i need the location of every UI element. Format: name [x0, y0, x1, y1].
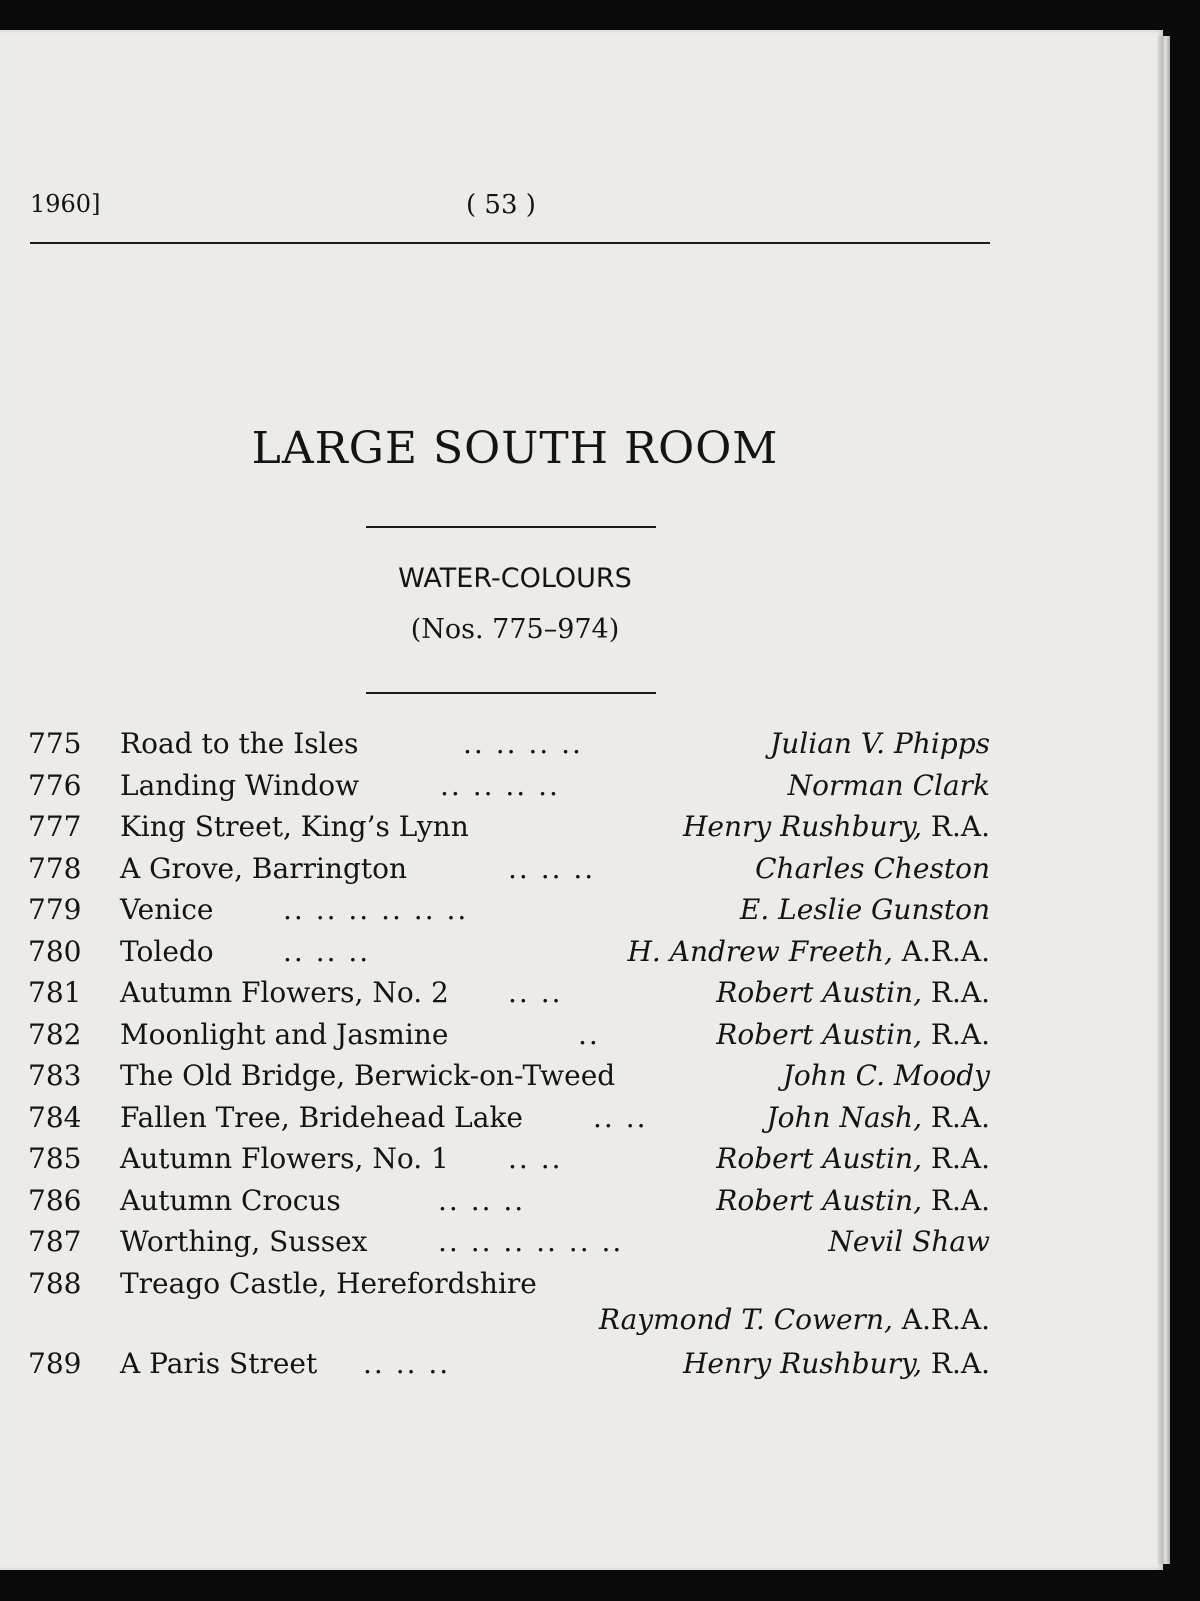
artist-honour: R.A. — [921, 1017, 990, 1051]
entry-title: Worthing, Sussex — [120, 1225, 368, 1258]
artist-name: Robert Austin, — [716, 1017, 922, 1051]
entry-artist — [770, 727, 990, 760]
entry-number: 785 — [28, 1142, 82, 1175]
entry-title: Fallen Tree, Bridehead Lake — [120, 1100, 523, 1134]
entry-number: 777 — [28, 810, 82, 843]
artist-name: H. Andrew Freeth, — [627, 934, 893, 968]
artist-name: Henry Rushbury, — [683, 1346, 922, 1380]
catalogue-entry — [28, 1225, 990, 1267]
catalogue-entry — [28, 1267, 990, 1347]
artist-name: Julian V. Phipps — [770, 727, 990, 760]
artist-honour: R.A. — [921, 1142, 990, 1175]
header-rule — [30, 242, 990, 244]
entry-artist — [716, 1018, 990, 1051]
entry-number: 776 — [28, 768, 82, 802]
catalogue-entry — [28, 1347, 990, 1389]
leader-dots: .. .. .. — [438, 1183, 526, 1217]
entry-number: 778 — [28, 851, 82, 885]
artist-name: Robert Austin, — [716, 1142, 922, 1175]
entry-artist — [628, 935, 990, 968]
artist-name: Henry Rushbury, — [683, 810, 922, 843]
entry-title: Moonlight and Jasmine — [120, 1017, 449, 1051]
entry-number: 782 — [28, 1017, 82, 1051]
artist-honour: A.R.A. — [892, 934, 990, 968]
entry-artist — [683, 1347, 990, 1380]
catalogue-entry — [28, 1018, 990, 1060]
entry-number: 786 — [28, 1183, 82, 1217]
entry-artist — [828, 1225, 990, 1258]
entry-artist — [740, 893, 990, 926]
leader-dots: .. — [578, 1017, 600, 1051]
leader-dots: .. .. .. .. — [463, 727, 583, 760]
leader-dots: .. .. .. .. .. .. — [438, 1225, 624, 1258]
leader-dots: .. .. — [508, 1142, 563, 1175]
artist-name: Robert Austin, — [716, 1183, 922, 1217]
entry-artist — [683, 810, 990, 843]
entry-title: Autumn Flowers, No. 1 — [120, 1142, 449, 1175]
catalogue-page — [0, 30, 1163, 1570]
entry-title: Autumn Flowers, No. 2 — [120, 976, 449, 1009]
entry-title: Autumn Crocus — [120, 1183, 341, 1217]
catalogue-entry — [28, 976, 990, 1018]
entry-number: 781 — [28, 976, 82, 1009]
artist-honour: R.A. — [921, 1100, 990, 1134]
artist-honour: R.A. — [921, 810, 990, 843]
entry-artist — [783, 1059, 990, 1092]
catalogue-entry — [28, 1059, 990, 1101]
section-title: WATER-COLOURS — [398, 563, 632, 594]
entry-number: 783 — [28, 1059, 82, 1092]
entry-number: 788 — [28, 1266, 82, 1300]
entry-title: Road to the Isles — [120, 727, 359, 760]
entry-title: King Street, King’s Lynn — [120, 810, 469, 843]
entry-artist — [755, 852, 990, 885]
entry-title: Landing Window — [120, 768, 360, 802]
artist-name: Nevil Shaw — [828, 1225, 990, 1258]
leader-dots: .. .. .. .. .. .. — [283, 893, 469, 926]
page-edge — [1158, 36, 1170, 1564]
entry-number: 775 — [28, 727, 82, 760]
artist-honour: R.A. — [921, 1346, 990, 1380]
catalogue-entry — [28, 893, 990, 935]
artist-name: E. Leslie Gunston — [739, 893, 990, 926]
artist-name: Charles Cheston — [755, 851, 990, 885]
entry-title: A Grove, Barrington — [120, 851, 408, 885]
entry-title: The Old Bridge, Berwick-on-Tweed — [120, 1059, 616, 1092]
catalogue-entry — [28, 1101, 990, 1143]
section-divider — [366, 692, 656, 694]
artist-name: Robert Austin, — [716, 976, 922, 1009]
artist-honour: R.A. — [921, 976, 990, 1009]
entry-title: Treago Castle, Herefordshire — [120, 1266, 537, 1300]
entry-artist — [716, 1184, 990, 1217]
page-number: ( 53 ) — [466, 190, 536, 220]
leader-dots: .. .. .. — [508, 851, 596, 885]
entry-number: 784 — [28, 1100, 82, 1134]
entry-artist — [766, 1101, 990, 1134]
title-divider — [366, 526, 656, 528]
entry-number: 787 — [28, 1225, 82, 1258]
entry-artist — [716, 976, 990, 1009]
leader-dots: .. .. .. — [283, 934, 371, 968]
artist-name: Raymond T. Cowern, — [598, 1302, 893, 1336]
catalogue-entry — [28, 852, 990, 894]
entry-number: 780 — [28, 934, 82, 968]
room-title: LARGE SOUTH ROOM — [251, 423, 779, 474]
catalogue-entry — [28, 769, 990, 811]
entry-title: A Paris Street — [120, 1346, 318, 1380]
artist-honour: A.R.A. — [892, 1302, 990, 1336]
leader-dots: .. .. — [593, 1100, 648, 1134]
artist-name: John Nash, — [766, 1100, 922, 1134]
entry-artist — [599, 1303, 990, 1336]
section-range: (Nos. 775–974) — [410, 614, 620, 645]
leader-dots: .. .. — [508, 976, 563, 1009]
running-head-year: 1960] — [30, 190, 101, 218]
catalogue-entry — [28, 810, 990, 852]
catalogue-entry — [28, 935, 990, 977]
entry-title: Toledo — [120, 934, 214, 968]
entry-artist — [788, 769, 990, 802]
catalogue-entry — [28, 727, 990, 769]
entry-title: Venice — [120, 893, 214, 926]
leader-dots: .. .. .. — [363, 1346, 451, 1380]
entry-artist — [716, 1142, 990, 1175]
entry-number: 779 — [28, 893, 82, 926]
catalogue-entries — [28, 727, 990, 1388]
catalogue-entry — [28, 1142, 990, 1184]
artist-name: Norman Clark — [787, 768, 990, 802]
catalogue-entry — [28, 1184, 990, 1226]
leader-dots: .. .. .. .. — [440, 768, 560, 802]
entry-number: 789 — [28, 1346, 82, 1380]
artist-honour: R.A. — [921, 1183, 990, 1217]
artist-name: John C. Moody — [782, 1059, 990, 1092]
